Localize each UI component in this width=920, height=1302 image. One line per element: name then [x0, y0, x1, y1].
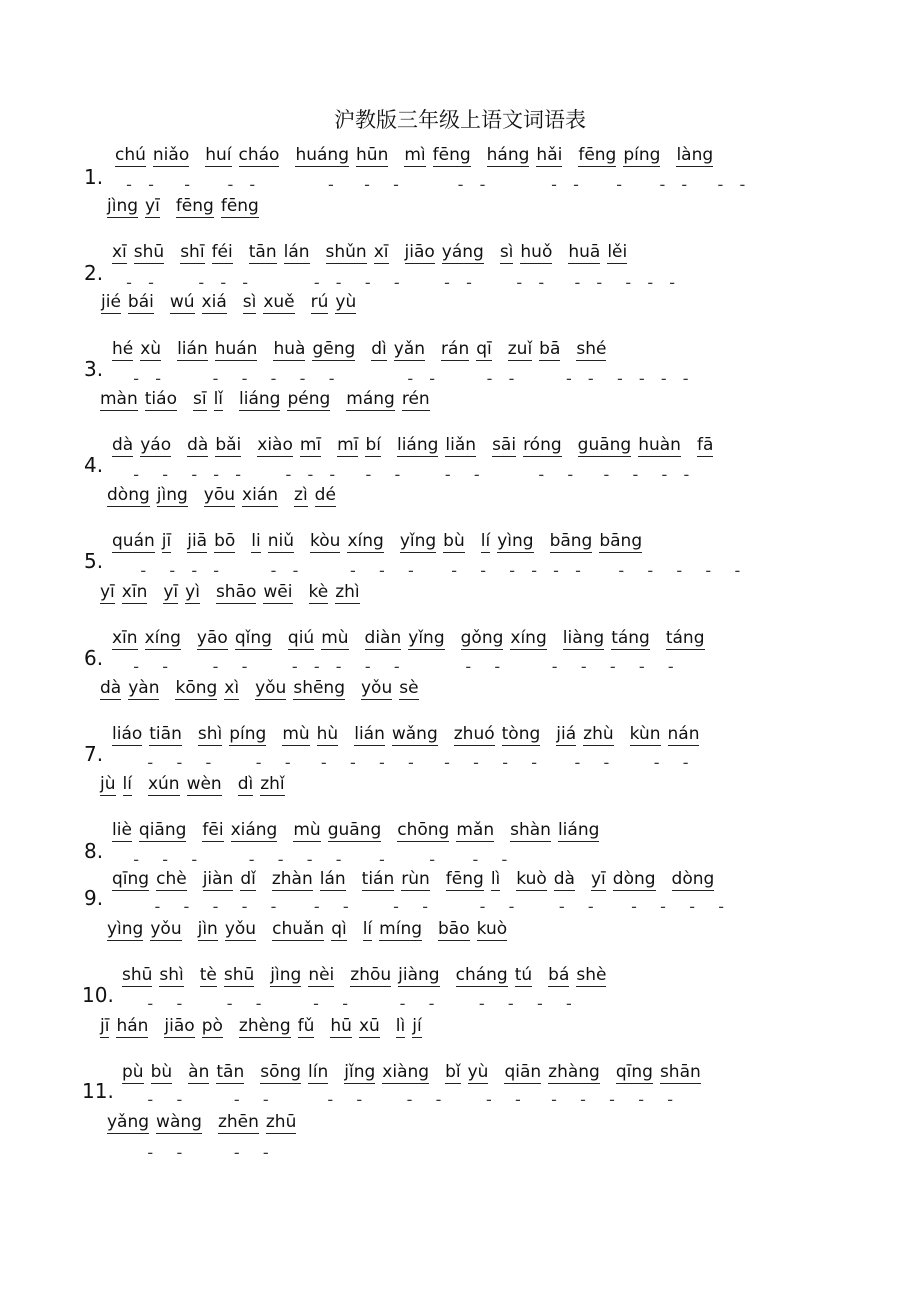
row-number: 10.: [82, 983, 114, 1007]
pinyin-syllable: niǎo: [152, 145, 190, 165]
pinyin-line: [107, 1112, 312, 1134]
pinyin-syllable: yī: [590, 869, 606, 889]
pinyin-syllable: yì: [185, 582, 200, 602]
pinyin-syllable: jī: [100, 1016, 110, 1036]
pinyin-syllable: yù: [335, 292, 357, 312]
pinyin-syllable: jiàng: [398, 965, 440, 985]
row-number: 1.: [84, 165, 104, 189]
pinyin-line: [112, 435, 720, 457]
pinyin-syllable: bí: [365, 435, 381, 455]
pinyin-syllable: tiáo: [144, 389, 177, 409]
writing-guide-dashes: - - - - - - - - - - - - - - - -: [112, 657, 676, 676]
pinyin-syllable: rán: [441, 339, 470, 359]
pinyin-syllable: qǐng: [234, 628, 272, 648]
pinyin-syllable: liàng: [562, 628, 605, 648]
pinyin-syllable: jiā: [187, 531, 208, 551]
pinyin-syllable: wēi: [263, 582, 293, 602]
pinyin-syllable: bāng: [599, 531, 643, 551]
pinyin-syllable: jiàn: [202, 869, 234, 889]
pinyin-syllable: yù: [467, 1062, 489, 1082]
pinyin-syllable: lì: [395, 1016, 406, 1036]
pinyin-syllable: liè: [112, 820, 132, 840]
pinyin-syllable: tiān: [149, 724, 182, 744]
pinyin-syllable: sōng: [260, 1062, 302, 1082]
pinyin-syllable: xiá: [201, 292, 227, 312]
pinyin-syllable: qiú: [287, 628, 315, 648]
pinyin-syllable: wú: [169, 292, 195, 312]
pinyin-syllable: huǒ: [520, 242, 553, 262]
pinyin-syllable: niǔ: [267, 531, 295, 551]
pinyin-syllable: quán: [112, 531, 155, 551]
pinyin-syllable: xù: [140, 339, 162, 359]
pinyin-syllable: liáng: [396, 435, 439, 455]
pinyin-syllable: zhù: [583, 724, 614, 744]
pinyin-syllable: yī: [163, 582, 179, 602]
pinyin-syllable: mù: [321, 628, 349, 648]
pinyin-syllable: chú: [115, 145, 146, 165]
pinyin-syllable: sì: [242, 292, 257, 312]
pinyin-syllable: tān: [216, 1062, 245, 1082]
pinyin-syllable: jiāo: [164, 1016, 195, 1036]
pinyin-syllable: tān: [248, 242, 277, 262]
pinyin-syllable: qì: [331, 919, 347, 939]
writing-guide-dashes: - - - - - - - - - - - - - - - - - -: [112, 465, 692, 484]
pinyin-syllable: lán: [319, 869, 346, 889]
pinyin-syllable: xíng: [510, 628, 547, 648]
pinyin-syllable: hū: [330, 1016, 352, 1036]
pinyin-syllable: zuǐ: [507, 339, 533, 359]
pinyin-syllable: jìng: [270, 965, 302, 985]
pinyin-syllable: zhàng: [548, 1062, 600, 1082]
pinyin-syllable: chuǎn: [272, 919, 325, 939]
pinyin-syllable: háng: [486, 145, 530, 165]
pinyin-syllable: bái: [127, 292, 154, 312]
pinyin-syllable: shū: [122, 965, 153, 985]
pinyin-syllable: làng: [676, 145, 714, 165]
pinyin-line: [112, 724, 715, 746]
pinyin-syllable: zhuó: [453, 724, 495, 744]
pinyin-syllable: dì: [371, 339, 387, 359]
pinyin-syllable: pù: [122, 1062, 144, 1082]
pinyin-syllable: xián: [242, 485, 279, 505]
pinyin-syllable: míng: [379, 919, 423, 939]
pinyin-syllable: yǎn: [393, 339, 426, 359]
pinyin-syllable: zhōu: [350, 965, 392, 985]
page-title: 沪教版三年级上语文词语表: [334, 108, 586, 132]
pinyin-syllable: dòng: [671, 869, 715, 889]
pinyin-syllable: féi: [211, 242, 233, 262]
pinyin-syllable: zhǐ: [260, 774, 285, 794]
pinyin-syllable: gēng: [312, 339, 356, 359]
pinyin-syllable: kùn: [629, 724, 661, 744]
pinyin-syllable: cháng: [455, 965, 508, 985]
pinyin-syllable: shēng: [293, 678, 345, 698]
pinyin-line: [115, 145, 720, 167]
pinyin-syllable: fēng: [578, 145, 617, 165]
pinyin-line: [100, 389, 446, 411]
pinyin-syllable: yǒu: [255, 678, 287, 698]
pinyin-syllable: liáng: [239, 389, 281, 409]
pinyin-line: [100, 582, 376, 604]
pinyin-syllable: bù: [443, 531, 465, 551]
pinyin-syllable: dà: [553, 869, 575, 889]
pinyin-syllable: xíng: [347, 531, 384, 551]
pinyin-syllable: bāo: [438, 919, 470, 939]
pinyin-syllable: liǎn: [445, 435, 477, 455]
pinyin-syllable: lǐ: [213, 389, 224, 409]
pinyin-line: [112, 820, 615, 842]
pinyin-syllable: xū: [358, 1016, 380, 1036]
pinyin-syllable: bǎi: [215, 435, 242, 455]
pinyin-syllable: wèn: [186, 774, 222, 794]
pinyin-line: [112, 628, 712, 650]
row-number: 2.: [84, 261, 104, 285]
pinyin-syllable: kè: [308, 582, 329, 602]
pinyin-syllable: yī: [145, 196, 160, 216]
pinyin-syllable: xuě: [263, 292, 295, 312]
pinyin-syllable: sì: [499, 242, 514, 262]
pinyin-line: [107, 919, 523, 941]
pinyin-syllable: lí: [480, 531, 491, 551]
pinyin-syllable: shì: [197, 724, 223, 744]
pinyin-syllable: fēng: [445, 869, 484, 889]
pinyin-syllable: liáo: [112, 724, 143, 744]
pinyin-syllable: zhèng: [238, 1016, 291, 1036]
pinyin-syllable: guāng: [327, 820, 382, 840]
pinyin-syllable: dòng: [107, 485, 150, 505]
pinyin-syllable: liáng: [557, 820, 600, 840]
pinyin-syllable: yáo: [140, 435, 172, 455]
pinyin-syllable: chōng: [397, 820, 450, 840]
row-number: 9.: [84, 886, 104, 910]
pinyin-syllable: hǎi: [536, 145, 563, 165]
pinyin-syllable: xún: [147, 774, 180, 794]
pinyin-syllable: lián: [177, 339, 208, 359]
pinyin-syllable: nán: [667, 724, 700, 744]
pinyin-syllable: lín: [308, 1062, 329, 1082]
pinyin-syllable: shè: [576, 965, 607, 985]
pinyin-syllable: wǎng: [391, 724, 438, 744]
pinyin-syllable: kòu: [310, 531, 341, 551]
pinyin-line: [122, 965, 622, 987]
pinyin-syllable: li: [251, 531, 261, 551]
pinyin-syllable: yǎng: [107, 1112, 150, 1132]
pinyin-syllable: sī: [192, 389, 207, 409]
pinyin-syllable: mù: [293, 820, 321, 840]
pinyin-syllable: xiàng: [382, 1062, 430, 1082]
pinyin-syllable: tòng: [501, 724, 541, 744]
pinyin-syllable: fǔ: [297, 1016, 315, 1036]
pinyin-syllable: màn: [100, 389, 138, 409]
pinyin-syllable: yáng: [441, 242, 484, 262]
pinyin-syllable: gǒng: [460, 628, 504, 648]
pinyin-syllable: lì: [490, 869, 501, 889]
pinyin-syllable: fēng: [432, 145, 471, 165]
pinyin-syllable: yǒu: [224, 919, 257, 939]
pinyin-syllable: mī: [337, 435, 359, 455]
pinyin-line: [107, 485, 352, 507]
pinyin-syllable: jìng: [107, 196, 139, 216]
pinyin-syllable: róng: [523, 435, 562, 455]
pinyin-syllable: dà: [100, 678, 122, 698]
pinyin-syllable: fēng: [175, 196, 214, 216]
pinyin-syllable: zhì: [335, 582, 360, 602]
pinyin-line: [112, 869, 721, 891]
pinyin-syllable: qī: [476, 339, 492, 359]
pinyin-syllable: jiá: [556, 724, 577, 744]
pinyin-syllable: dà: [187, 435, 209, 455]
pinyin-syllable: hūn: [356, 145, 389, 165]
pinyin-syllable: dà: [112, 435, 134, 455]
row-number: 3.: [84, 357, 104, 381]
pinyin-syllable: shǔn: [325, 242, 367, 262]
pinyin-syllable: lí: [362, 919, 373, 939]
pinyin-syllable: jī: [161, 531, 172, 551]
pinyin-syllable: lán: [283, 242, 310, 262]
pinyin-syllable: bù: [150, 1062, 173, 1082]
pinyin-syllable: fēi: [202, 820, 224, 840]
pinyin-syllable: sè: [399, 678, 419, 698]
pinyin-syllable: zhàn: [271, 869, 313, 889]
pinyin-syllable: jǐng: [344, 1062, 376, 1082]
pinyin-syllable: jí: [412, 1016, 422, 1036]
pinyin-syllable: máng: [346, 389, 395, 409]
pinyin-syllable: nèi: [308, 965, 335, 985]
pinyin-line: [112, 531, 658, 553]
pinyin-syllable: zhēn: [217, 1112, 259, 1132]
pinyin-syllable: bā: [539, 339, 561, 359]
pinyin-syllable: bō: [214, 531, 236, 551]
pinyin-syllable: huáng: [295, 145, 350, 165]
writing-guide-dashes: - - - - - - - - - - - - - - - - -: [112, 175, 748, 194]
pinyin-syllable: yǒu: [361, 678, 393, 698]
writing-guide-dashes: - - - - - - - - - - - - - - - - - - - -: [112, 561, 743, 580]
pinyin-syllable: bǐ: [445, 1062, 461, 1082]
writing-guide-dashes: - - - -: [112, 1143, 271, 1162]
pinyin-syllable: rú: [310, 292, 329, 312]
row-number: 11.: [82, 1079, 114, 1103]
pinyin-syllable: dòng: [612, 869, 656, 889]
pinyin-syllable: jù: [100, 774, 116, 794]
pinyin-syllable: hù: [316, 724, 339, 744]
pinyin-syllable: shū: [133, 242, 165, 262]
pinyin-syllable: jié: [101, 292, 121, 312]
pinyin-syllable: diàn: [364, 628, 402, 648]
pinyin-syllable: xiào: [257, 435, 293, 455]
pinyin-syllable: shān: [659, 1062, 701, 1082]
pinyin-syllable: yàn: [128, 678, 160, 698]
pinyin-syllable: mī: [299, 435, 322, 455]
pinyin-syllable: huà: [273, 339, 306, 359]
pinyin-syllable: àn: [188, 1062, 210, 1082]
pinyin-syllable: tú: [514, 965, 533, 985]
pinyin-line: [107, 196, 275, 218]
pinyin-syllable: yāo: [196, 628, 228, 648]
pinyin-syllable: bāng: [549, 531, 593, 551]
pinyin-syllable: qiān: [504, 1062, 542, 1082]
pinyin-syllable: xīn: [121, 582, 148, 602]
pinyin-syllable: bá: [548, 965, 570, 985]
pinyin-syllable: huàn: [638, 435, 681, 455]
row-number: 8.: [84, 839, 104, 863]
pinyin-line: [112, 242, 643, 264]
pinyin-syllable: huán: [214, 339, 258, 359]
row-number: 6.: [84, 646, 104, 670]
pinyin-syllable: xīn: [112, 628, 138, 648]
pinyin-syllable: huā: [568, 242, 601, 262]
pinyin-syllable: xíng: [144, 628, 181, 648]
pinyin-line: [101, 292, 372, 314]
pinyin-syllable: kuò: [476, 919, 508, 939]
writing-guide-dashes: - - - - - - - - - - - - - - - - -: [112, 369, 691, 388]
pinyin-syllable: dì: [237, 774, 254, 794]
pinyin-syllable: xì: [224, 678, 240, 698]
pinyin-syllable: zhū: [265, 1112, 297, 1132]
row-number: 7.: [84, 742, 104, 766]
pinyin-syllable: yìng: [497, 531, 534, 551]
writing-guide-dashes: - - - - - - - - - - - - - - - - - -: [112, 273, 678, 292]
pinyin-syllable: shū: [223, 965, 255, 985]
pinyin-syllable: sāi: [492, 435, 517, 455]
pinyin-syllable: yǐng: [399, 531, 437, 551]
pinyin-syllable: guāng: [577, 435, 632, 455]
pinyin-syllable: kōng: [175, 678, 218, 698]
pinyin-syllable: hé: [112, 339, 134, 359]
pinyin-syllable: cháo: [238, 145, 280, 165]
pinyin-syllable: yìng: [107, 919, 144, 939]
pinyin-syllable: xiáng: [230, 820, 278, 840]
pinyin-syllable: qiāng: [138, 820, 187, 840]
pinyin-syllable: rén: [401, 389, 430, 409]
pinyin-syllable: pò: [201, 1016, 223, 1036]
pinyin-syllable: mì: [404, 145, 426, 165]
pinyin-syllable: kuò: [516, 869, 547, 889]
writing-guide-dashes: - - - - - - - - - - -: [112, 850, 510, 869]
pinyin-line: [122, 1062, 717, 1084]
pinyin-line: [112, 339, 613, 361]
pinyin-syllable: dé: [314, 485, 336, 505]
pinyin-syllable: píng: [229, 724, 267, 744]
pinyin-syllable: qīng: [112, 869, 150, 889]
pinyin-syllable: shàn: [510, 820, 551, 840]
writing-guide-dashes: - - - - - - - - - - - - - - - - -: [112, 753, 691, 772]
pinyin-syllable: mù: [282, 724, 310, 744]
pinyin-syllable: xī: [112, 242, 127, 262]
pinyin-syllable: huí: [205, 145, 232, 165]
pinyin-syllable: jìn: [197, 919, 218, 939]
pinyin-syllable: tián: [361, 869, 395, 889]
pinyin-syllable: lí: [122, 774, 132, 794]
pinyin-syllable: wàng: [156, 1112, 202, 1132]
pinyin-syllable: yī: [100, 582, 115, 602]
pinyin-syllable: yǐng: [408, 628, 445, 648]
writing-guide-dashes: - - - - - - - - - - - -: [112, 994, 574, 1013]
row-number: 4.: [84, 453, 104, 477]
pinyin-syllable: dǐ: [240, 869, 256, 889]
pinyin-syllable: lěi: [607, 242, 628, 262]
pinyin-syllable: fā: [696, 435, 714, 455]
pinyin-syllable: jìng: [156, 485, 188, 505]
pinyin-syllable: lián: [354, 724, 385, 744]
pinyin-syllable: qīng: [615, 1062, 653, 1082]
pinyin-syllable: mǎn: [456, 820, 495, 840]
pinyin-syllable: péng: [287, 389, 331, 409]
pinyin-syllable: tè: [199, 965, 217, 985]
pinyin-syllable: yǒu: [150, 919, 182, 939]
pinyin-syllable: táng: [665, 628, 705, 648]
pinyin-syllable: yōu: [203, 485, 236, 505]
pinyin-syllable: rùn: [401, 869, 430, 889]
pinyin-syllable: shāo: [215, 582, 257, 602]
pinyin-syllable: jiāo: [404, 242, 435, 262]
writing-guide-dashes: - - - - - - - - - - - - - - -: [112, 1090, 676, 1109]
pinyin-syllable: shé: [576, 339, 607, 359]
pinyin-syllable: shī: [180, 242, 205, 262]
pinyin-syllable: píng: [623, 145, 661, 165]
pinyin-syllable: fēng: [220, 196, 259, 216]
pinyin-syllable: shì: [159, 965, 184, 985]
pinyin-syllable: hán: [116, 1016, 149, 1036]
pinyin-syllable: zì: [294, 485, 308, 505]
writing-guide-dashes: - - - - - - - - - - - - - - - - -: [112, 897, 726, 916]
pinyin-syllable: táng: [611, 628, 650, 648]
pinyin-line: [100, 1016, 438, 1038]
pinyin-line: [100, 774, 301, 796]
pinyin-syllable: chè: [156, 869, 187, 889]
pinyin-syllable: xī: [373, 242, 389, 262]
pinyin-line: [100, 678, 435, 700]
row-number: 5.: [84, 549, 104, 573]
